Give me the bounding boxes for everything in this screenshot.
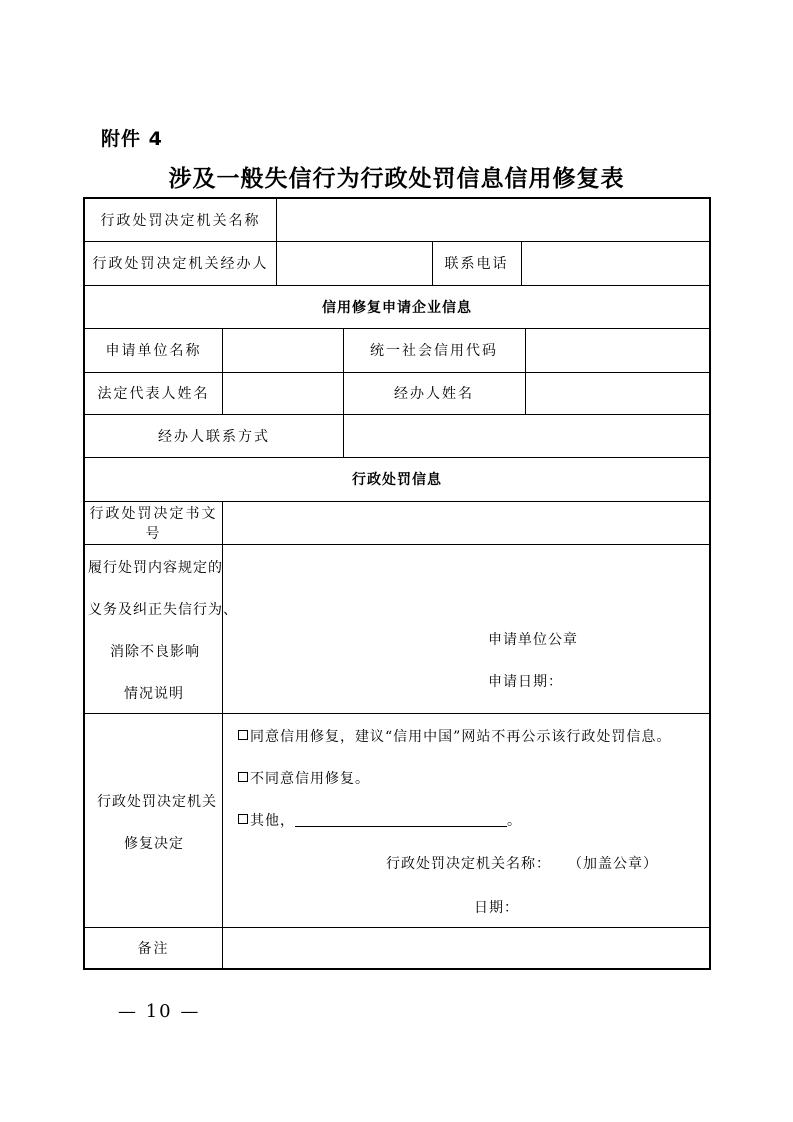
fulfillment-label-line: 情况说明 [124,686,184,702]
column-divider [222,328,223,414]
option-agree[interactable] [238,726,671,746]
column-divider [525,328,526,414]
fulfillment-label-line: 履行处罚内容规定的 [88,560,223,576]
option-other-suffix: 。 [507,813,522,829]
handler-name-label: 经办人姓名 [394,386,474,402]
other-checkbox[interactable] [238,814,248,824]
row-divider [84,713,710,714]
contact-phone-label: 联系电话 [444,256,509,272]
page-number: — 10 — [118,1001,201,1022]
option-agree-text: 同意信用修复，建议“信用中国”网站不再公示该行政处罚信息。 [250,729,672,745]
option-disagree[interactable] [238,768,370,788]
applicant-seal-text: 申请单位公章 [488,632,578,648]
authority-sign-text: 行政处罚决定机关名称： [386,856,551,872]
fulfillment-label-line: 义务及纠正失信行为、 [88,602,238,618]
applicant-date-text: 申请日期： [488,674,563,690]
column-divider [276,199,277,285]
authority-handler-label: 行政处罚决定机关经办人 [92,256,269,272]
disagree-checkbox[interactable] [238,772,248,782]
credit-code-label: 统一社会信用代码 [370,343,498,359]
authority-seal-text: （加盖公章） [568,856,658,872]
option-other[interactable] [238,810,522,830]
option-disagree-text: 不同意信用修复。 [250,771,370,787]
fulfillment-label-line: 消除不良影响 [110,644,200,660]
enterprise-section-header: 信用修复申请企业信息 [322,299,472,316]
penalty-section-header: 行政处罚信息 [352,472,442,488]
option-other-text: 其他， [250,813,295,829]
decision-date-text: 日期： [474,900,519,916]
decision-number-label: 行政处罚决定书文号 [89,505,218,542]
row-divider [84,544,710,545]
applicant-name-label: 申请单位名称 [105,343,202,359]
attachment-label: 附件 4 [101,128,163,150]
remarks-label: 备注 [137,940,170,957]
legal-rep-label: 法定代表人姓名 [97,386,210,402]
other-fill-line[interactable] [295,812,507,827]
column-divider [521,241,522,285]
decision-label-line: 修复决定 [124,836,184,852]
handler-contact-label: 经办人联系方式 [158,428,270,445]
decision-label-line: 行政处罚决定机关 [97,794,217,810]
agree-checkbox[interactable] [238,730,248,740]
document-title: 涉及一般失信行为行政处罚信息信用修复表 [168,165,625,192]
authority-name-label: 行政处罚决定机关名称 [100,213,261,229]
